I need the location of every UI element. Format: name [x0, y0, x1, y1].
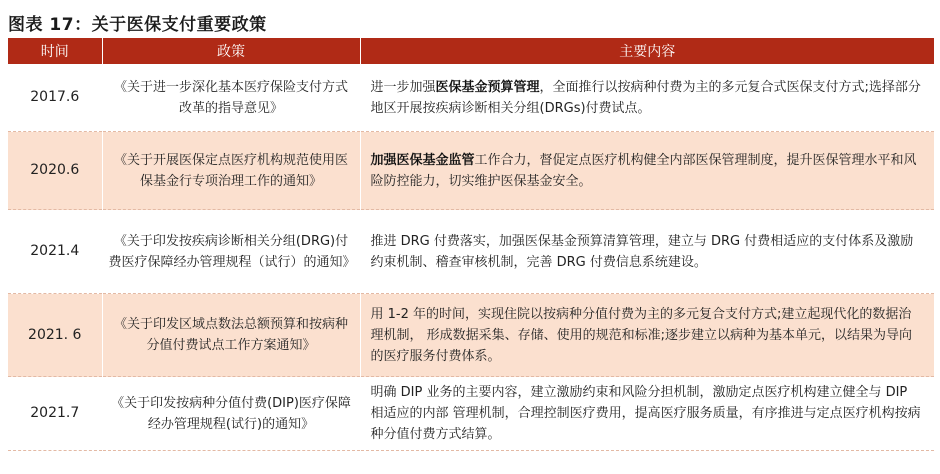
table-row: [8, 132, 934, 210]
row-time: 2021. 6: [8, 294, 102, 377]
row-time: 2017.6: [8, 64, 102, 132]
content-text: 工作合力，督促定点医疗机构健全内部医保管理制度，提升医保管理水平和风险防控能力，切实维护医保基金安全。: [370, 152, 917, 189]
content-text: 进一步加强: [370, 79, 436, 95]
table-row: [8, 64, 934, 132]
row-content: [360, 294, 934, 377]
figure-title: 图表 17：关于医保支付重要政策: [8, 15, 267, 35]
column-header-content: 主要内容: [360, 38, 934, 64]
row-content: [360, 377, 934, 451]
table-row: [8, 377, 934, 451]
table-row: [8, 294, 934, 377]
policy-table: [8, 38, 934, 451]
row-time: 2021.4: [8, 210, 102, 294]
content-text: 用 1-2 年的时间，实现住院以按病种分值付费为主的多元复合支付方式;建立起现代化的数据治理机制， 形成数据采集、存储、使用的规范和标准;逐步建立以病种为基本单元，以结果为导向的医疗服务付费体系。: [370, 306, 913, 364]
content-text: 明确 DIP 业务的主要内容，建立激励约束和风险分担机制，激励定点医疗机构建立健全与 DIP 相适应的内部 管理机制，合理控制医疗费用，提高医疗服务质量，有序推进与定点医疗机构按病种分值付费方式结算。: [370, 385, 921, 442]
content-emphasis: 医保基金预算管理: [435, 79, 540, 95]
row-time: 2021.7: [8, 377, 102, 451]
content-text: 推进 DRG 付费落实，加强医保基金预算清算管理，建立与 DRG 付费相适应的支付体系及激励约束机制、稽查审核机制，完善 DRG 付费信息系统建设。: [370, 233, 914, 270]
row-content: [360, 64, 934, 132]
row-time: 2020.6: [8, 132, 102, 210]
table-row: [8, 210, 934, 294]
policy-table-wrapper: [8, 38, 934, 451]
content-text: ，全面推行以按病种付费为主的多元复合式医保支付方式;选择部分地区开展按疾病诊断相关分组(DRGs)付费试点。: [370, 79, 921, 116]
column-header-policy: 政策: [102, 38, 360, 64]
row-policy: 《关于印发区域点数法总额预算和按病种分值付费试点工作方案通知》: [102, 294, 360, 377]
row-content: [360, 210, 934, 294]
column-header-time: 时间: [8, 38, 102, 64]
row-content: [360, 132, 934, 210]
content-emphasis: 加强医保基金监管: [370, 152, 475, 168]
table-header-row: [8, 38, 934, 64]
row-policy: 《关于印发按病种分值付费(DIP)医疗保障经办管理规程(试行)的通知》: [102, 377, 360, 451]
row-policy: 《关于印发按疾病诊断相关分组(DRG)付费医疗保障经办管理规程（试行）的通知》: [102, 210, 360, 294]
row-policy: 《关于进一步深化基本医疗保险支付方式改革的指导意见》: [102, 64, 360, 132]
row-policy: 《关于开展医保定点医疗机构规范使用医保基金行专项治理工作的通知》: [102, 132, 360, 210]
